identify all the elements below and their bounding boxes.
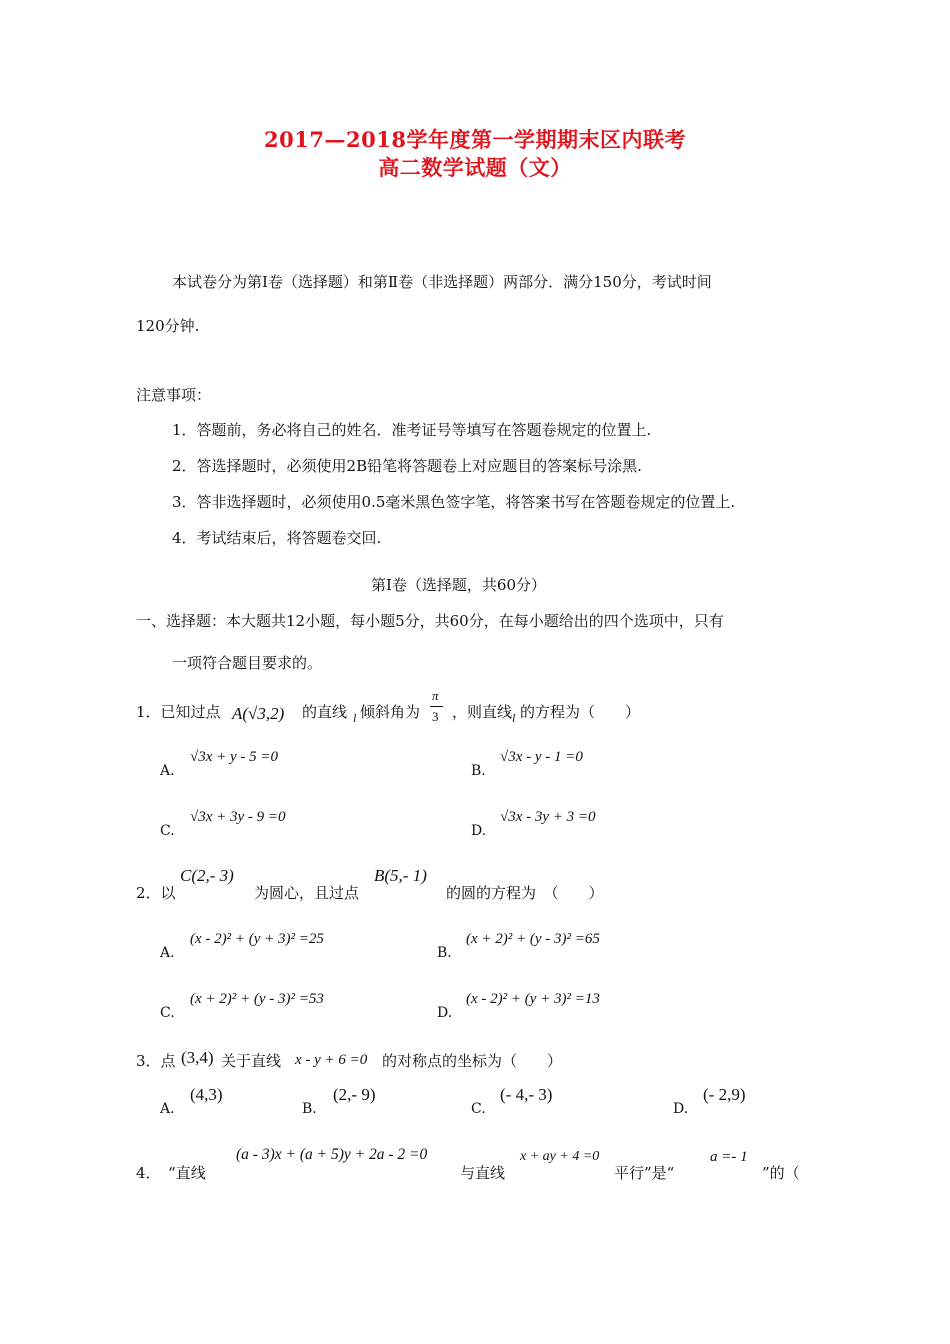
q1-option-c-label: C. bbox=[160, 823, 175, 839]
notes-item-3: 3．答非选择题时，必须使用0.5毫米黑色签字笔，将答案书写在答题卷规定的位置上. bbox=[172, 493, 736, 511]
intro-line-1: 本试卷分为第Ⅰ卷（选择题）和第Ⅱ卷（非选择题）两部分．满分150分，考试时间 bbox=[172, 273, 712, 291]
q2-stem-text: 2．以 bbox=[136, 884, 176, 902]
q2-stem-text: 为圆心，且过点 bbox=[254, 884, 360, 902]
q3-option-c-label: C. bbox=[471, 1101, 486, 1117]
q1-stem-text: ，则直线 bbox=[452, 703, 513, 721]
q1-frac-den: 3 bbox=[432, 709, 439, 724]
q1-stem-text: 1．已知过点 bbox=[136, 703, 221, 721]
q3-option-c: (- 4,- 3) bbox=[500, 1085, 553, 1104]
q4-stem-text: 平行”是“ bbox=[614, 1164, 675, 1182]
q2-option-b-label: B. bbox=[437, 945, 452, 961]
q2-option-d: (x - 2)² + (y + 3)² =13 bbox=[466, 991, 600, 1007]
q4-stem-text: ”的（ bbox=[762, 1164, 800, 1182]
q3-option-a-label: A. bbox=[160, 1101, 175, 1117]
q1-option-a-label: A. bbox=[160, 763, 175, 779]
q1-stem-text: 的方程为（ ） bbox=[520, 703, 641, 721]
notes-heading: 注意事项： bbox=[136, 386, 212, 404]
notes-item-1: 1．答题前，务必将自己的姓名．准考证号等填写在答题卷规定的位置上. bbox=[172, 421, 652, 439]
exam-subtitle: 高二数学试题（文） bbox=[378, 155, 572, 180]
q3-point: (3,4) bbox=[181, 1048, 214, 1067]
q1-line-l: l bbox=[353, 711, 357, 725]
q4-line-1: (a - 3)x + (a + 5)y + 2a - 2 =0 bbox=[236, 1146, 428, 1163]
section-instruction-2: 一项符合题目要求的。 bbox=[172, 654, 323, 672]
q3-line-eq: x - y + 6 =0 bbox=[295, 1052, 368, 1068]
q3-option-d: (- 2,9) bbox=[703, 1085, 746, 1104]
q1-stem-text: 的直线 bbox=[302, 703, 348, 721]
q1-stem-text: 倾斜角为 bbox=[360, 703, 421, 721]
q1-option-b: √3x - y - 1 =0 bbox=[500, 749, 583, 765]
q1-option-d: √3x - 3y + 3 =0 bbox=[500, 809, 596, 825]
q3-option-b-label: B. bbox=[302, 1101, 317, 1117]
q2-option-a: (x - 2)² + (y + 3)² =25 bbox=[190, 931, 324, 947]
q1-option-b-label: B. bbox=[471, 763, 486, 779]
q2-option-d-label: D. bbox=[437, 1005, 453, 1021]
notes-item-4: 4．考试结束后，将答题卷交回. bbox=[172, 529, 382, 547]
notes-item-2: 2．答选择题时，必须使用2B铅笔将答题卷上对应题目的答案标号涂黑. bbox=[172, 457, 642, 475]
q4-stem-text: 与直线 bbox=[460, 1164, 506, 1182]
section-instruction-1: 一、选择题：本大题共12小题，每小题5分，共60分，在每小题给出的四个选项中，只有 bbox=[136, 612, 724, 630]
q2-stem-text: 的圆的方程为 （ ） bbox=[446, 884, 604, 902]
q4-stem-text: 4． “直线 bbox=[136, 1164, 206, 1182]
q1-frac-num: π bbox=[432, 688, 439, 703]
q4-line-2: x + ay + 4 =0 bbox=[520, 1149, 600, 1164]
q2-option-c-label: C. bbox=[160, 1005, 175, 1021]
q1-option-d-label: D. bbox=[471, 823, 487, 839]
q3-stem-text: 的对称点的坐标为（ ） bbox=[382, 1052, 563, 1070]
q2-option-a-label: A. bbox=[160, 945, 175, 961]
q1-option-c: √3x + 3y - 9 =0 bbox=[190, 809, 286, 825]
q4-condition: a =- 1 bbox=[710, 1149, 748, 1165]
exam-title: 2017—2018学年度第一学期期末区内联考 bbox=[264, 127, 686, 152]
q3-stem-text: 3．点 bbox=[136, 1052, 176, 1070]
q2-point-b: B(5,- 1) bbox=[374, 866, 427, 885]
q2-option-c: (x + 2)² + (y - 3)² =53 bbox=[190, 991, 324, 1007]
q3-option-b: (2,- 9) bbox=[333, 1085, 376, 1104]
q3-option-a: (4,3) bbox=[190, 1085, 223, 1104]
q1-point-a: A(√3,2) bbox=[232, 704, 285, 723]
intro-line-2: 120分钟. bbox=[136, 317, 200, 335]
q2-center-c: C(2,- 3) bbox=[180, 866, 234, 885]
q2-option-b: (x + 2)² + (y - 3)² =65 bbox=[466, 931, 600, 947]
q3-stem-text: 关于直线 bbox=[221, 1052, 282, 1070]
q1-frac-bar bbox=[430, 706, 443, 707]
q1-option-a: √3x + y - 5 =0 bbox=[190, 749, 279, 765]
q3-option-d-label: D. bbox=[673, 1101, 689, 1117]
q1-line-l: l bbox=[512, 711, 516, 725]
section-title: 第Ⅰ卷（选择题，共60分） bbox=[371, 576, 547, 594]
